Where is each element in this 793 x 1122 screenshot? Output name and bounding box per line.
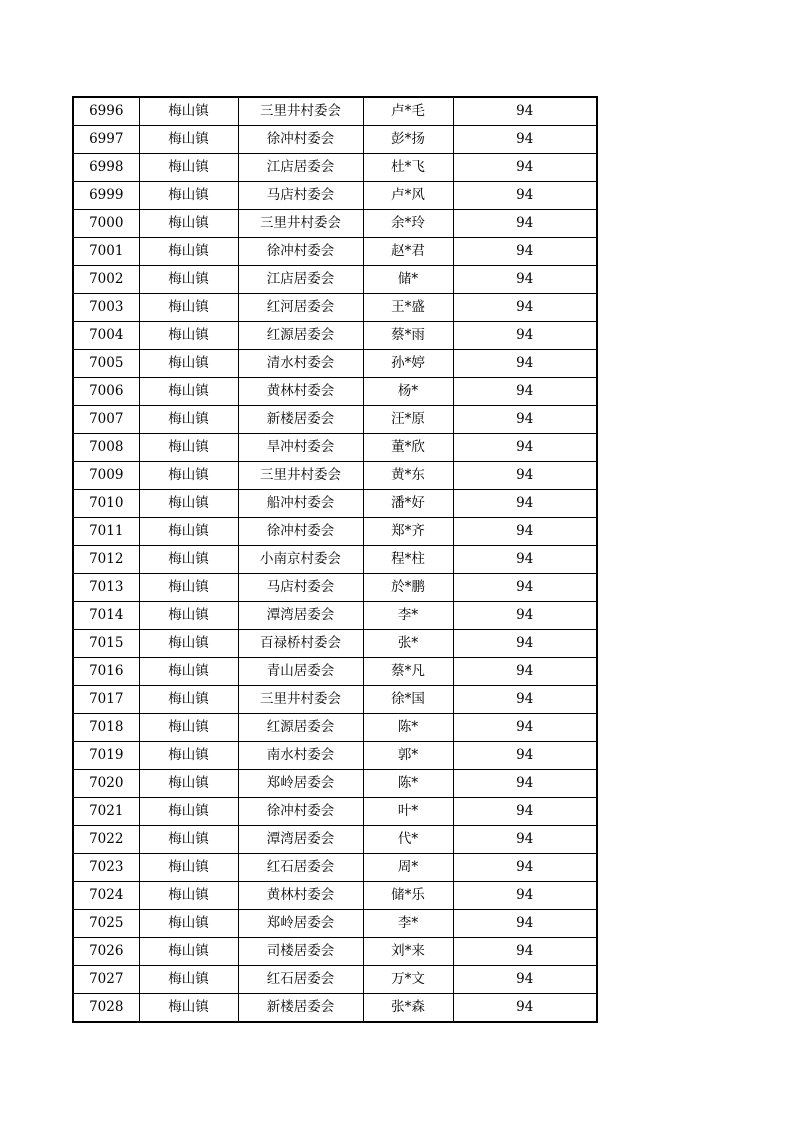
village-committee-cell: 潭湾居委会 xyxy=(238,602,363,630)
row-number-cell: 7010 xyxy=(73,490,139,518)
person-name-cell: 程*柱 xyxy=(363,546,453,574)
score-cell: 94 xyxy=(453,378,597,406)
person-name-cell: 卢*风 xyxy=(363,182,453,210)
table-row xyxy=(73,658,597,686)
table-row xyxy=(73,490,597,518)
town-cell: 梅山镇 xyxy=(139,238,238,266)
row-number-cell: 7019 xyxy=(73,742,139,770)
row-number-cell: 7022 xyxy=(73,826,139,854)
table-row xyxy=(73,994,597,1023)
row-number-cell: 7006 xyxy=(73,378,139,406)
town-cell: 梅山镇 xyxy=(139,97,238,126)
village-committee-cell: 三里井村委会 xyxy=(238,462,363,490)
village-committee-cell: 徐冲村委会 xyxy=(238,798,363,826)
table-row xyxy=(73,938,597,966)
village-committee-cell: 徐冲村委会 xyxy=(238,518,363,546)
person-name-cell: 张* xyxy=(363,630,453,658)
village-committee-cell: 徐冲村委会 xyxy=(238,238,363,266)
person-name-cell: 徐*国 xyxy=(363,686,453,714)
village-committee-cell: 红石居委会 xyxy=(238,854,363,882)
person-name-cell: 万*文 xyxy=(363,966,453,994)
score-cell: 94 xyxy=(453,630,597,658)
row-number-cell: 7015 xyxy=(73,630,139,658)
score-cell: 94 xyxy=(453,658,597,686)
row-number-cell: 6998 xyxy=(73,154,139,182)
person-name-cell: 杜*飞 xyxy=(363,154,453,182)
table-row xyxy=(73,350,597,378)
person-name-cell: 於*鹏 xyxy=(363,574,453,602)
table-row xyxy=(73,434,597,462)
score-cell: 94 xyxy=(453,742,597,770)
score-cell: 94 xyxy=(453,938,597,966)
table-row xyxy=(73,546,597,574)
table-row xyxy=(73,910,597,938)
person-name-cell: 周* xyxy=(363,854,453,882)
town-cell: 梅山镇 xyxy=(139,994,238,1023)
person-name-cell: 郭* xyxy=(363,742,453,770)
roster-table xyxy=(72,96,598,1023)
town-cell: 梅山镇 xyxy=(139,770,238,798)
row-number-cell: 7014 xyxy=(73,602,139,630)
village-committee-cell: 旱冲村委会 xyxy=(238,434,363,462)
town-cell: 梅山镇 xyxy=(139,630,238,658)
score-cell: 94 xyxy=(453,182,597,210)
table-row xyxy=(73,854,597,882)
village-committee-cell: 红源居委会 xyxy=(238,322,363,350)
row-number-cell: 7005 xyxy=(73,350,139,378)
row-number-cell: 7018 xyxy=(73,714,139,742)
village-committee-cell: 三里井村委会 xyxy=(238,97,363,126)
score-cell: 94 xyxy=(453,322,597,350)
town-cell: 梅山镇 xyxy=(139,434,238,462)
table-row xyxy=(73,742,597,770)
village-committee-cell: 南水村委会 xyxy=(238,742,363,770)
table-row xyxy=(73,966,597,994)
town-cell: 梅山镇 xyxy=(139,322,238,350)
roster-table-body xyxy=(73,97,597,1022)
person-name-cell: 刘*来 xyxy=(363,938,453,966)
person-name-cell: 储* xyxy=(363,266,453,294)
row-number-cell: 7021 xyxy=(73,798,139,826)
row-number-cell: 7024 xyxy=(73,882,139,910)
table-row xyxy=(73,602,597,630)
score-cell: 94 xyxy=(453,126,597,154)
score-cell: 94 xyxy=(453,602,597,630)
table-row xyxy=(73,686,597,714)
score-cell: 94 xyxy=(453,154,597,182)
table-row xyxy=(73,154,597,182)
score-cell: 94 xyxy=(453,266,597,294)
row-number-cell: 7009 xyxy=(73,462,139,490)
town-cell: 梅山镇 xyxy=(139,546,238,574)
row-number-cell: 6997 xyxy=(73,126,139,154)
score-cell: 94 xyxy=(453,994,597,1023)
score-cell: 94 xyxy=(453,910,597,938)
town-cell: 梅山镇 xyxy=(139,126,238,154)
row-number-cell: 7020 xyxy=(73,770,139,798)
village-committee-cell: 马店村委会 xyxy=(238,182,363,210)
village-committee-cell: 司楼居委会 xyxy=(238,938,363,966)
village-committee-cell: 新楼居委会 xyxy=(238,994,363,1023)
row-number-cell: 7011 xyxy=(73,518,139,546)
table-row xyxy=(73,322,597,350)
table-row xyxy=(73,126,597,154)
village-committee-cell: 红源居委会 xyxy=(238,714,363,742)
score-cell: 94 xyxy=(453,294,597,322)
table-row xyxy=(73,462,597,490)
village-committee-cell: 小南京村委会 xyxy=(238,546,363,574)
village-committee-cell: 新楼居委会 xyxy=(238,406,363,434)
town-cell: 梅山镇 xyxy=(139,966,238,994)
table-row xyxy=(73,518,597,546)
town-cell: 梅山镇 xyxy=(139,882,238,910)
score-cell: 94 xyxy=(453,490,597,518)
person-name-cell: 孙*婷 xyxy=(363,350,453,378)
score-cell: 94 xyxy=(453,686,597,714)
row-number-cell: 7013 xyxy=(73,574,139,602)
score-cell: 94 xyxy=(453,434,597,462)
table-row xyxy=(73,238,597,266)
score-cell: 94 xyxy=(453,574,597,602)
score-cell: 94 xyxy=(453,854,597,882)
row-number-cell: 7001 xyxy=(73,238,139,266)
person-name-cell: 张*森 xyxy=(363,994,453,1023)
village-committee-cell: 青山居委会 xyxy=(238,658,363,686)
row-number-cell: 7000 xyxy=(73,210,139,238)
score-cell: 94 xyxy=(453,462,597,490)
score-cell: 94 xyxy=(453,826,597,854)
village-committee-cell: 黄林村委会 xyxy=(238,882,363,910)
table-row xyxy=(73,406,597,434)
score-cell: 94 xyxy=(453,406,597,434)
person-name-cell: 余*玲 xyxy=(363,210,453,238)
score-cell: 94 xyxy=(453,97,597,126)
town-cell: 梅山镇 xyxy=(139,182,238,210)
table-row xyxy=(73,630,597,658)
row-number-cell: 7003 xyxy=(73,294,139,322)
village-committee-cell: 红河居委会 xyxy=(238,294,363,322)
person-name-cell: 杨* xyxy=(363,378,453,406)
table-row xyxy=(73,826,597,854)
person-name-cell: 王*盛 xyxy=(363,294,453,322)
village-committee-cell: 黄林村委会 xyxy=(238,378,363,406)
town-cell: 梅山镇 xyxy=(139,294,238,322)
town-cell: 梅山镇 xyxy=(139,406,238,434)
row-number-cell: 7026 xyxy=(73,938,139,966)
town-cell: 梅山镇 xyxy=(139,938,238,966)
town-cell: 梅山镇 xyxy=(139,798,238,826)
score-cell: 94 xyxy=(453,798,597,826)
row-number-cell: 7012 xyxy=(73,546,139,574)
town-cell: 梅山镇 xyxy=(139,714,238,742)
village-committee-cell: 马店村委会 xyxy=(238,574,363,602)
person-name-cell: 陈* xyxy=(363,770,453,798)
score-cell: 94 xyxy=(453,518,597,546)
village-committee-cell: 郑岭居委会 xyxy=(238,910,363,938)
row-number-cell: 7028 xyxy=(73,994,139,1023)
person-name-cell: 董*欣 xyxy=(363,434,453,462)
row-number-cell: 6999 xyxy=(73,182,139,210)
row-number-cell: 7027 xyxy=(73,966,139,994)
town-cell: 梅山镇 xyxy=(139,266,238,294)
town-cell: 梅山镇 xyxy=(139,826,238,854)
village-committee-cell: 潭湾居委会 xyxy=(238,826,363,854)
town-cell: 梅山镇 xyxy=(139,462,238,490)
table-row xyxy=(73,714,597,742)
town-cell: 梅山镇 xyxy=(139,378,238,406)
row-number-cell: 7002 xyxy=(73,266,139,294)
table-row xyxy=(73,882,597,910)
person-name-cell: 汪*原 xyxy=(363,406,453,434)
table-row xyxy=(73,294,597,322)
person-name-cell: 蔡*雨 xyxy=(363,322,453,350)
village-committee-cell: 徐冲村委会 xyxy=(238,126,363,154)
town-cell: 梅山镇 xyxy=(139,574,238,602)
table-row xyxy=(73,210,597,238)
person-name-cell: 储*乐 xyxy=(363,882,453,910)
town-cell: 梅山镇 xyxy=(139,518,238,546)
row-number-cell: 7017 xyxy=(73,686,139,714)
row-number-cell: 6996 xyxy=(73,97,139,126)
table-row xyxy=(73,378,597,406)
row-number-cell: 7007 xyxy=(73,406,139,434)
town-cell: 梅山镇 xyxy=(139,854,238,882)
score-cell: 94 xyxy=(453,350,597,378)
table-row xyxy=(73,182,597,210)
person-name-cell: 彭*扬 xyxy=(363,126,453,154)
person-name-cell: 李* xyxy=(363,602,453,630)
table-row xyxy=(73,798,597,826)
village-committee-cell: 江店居委会 xyxy=(238,266,363,294)
town-cell: 梅山镇 xyxy=(139,210,238,238)
row-number-cell: 7016 xyxy=(73,658,139,686)
row-number-cell: 7008 xyxy=(73,434,139,462)
village-committee-cell: 三里井村委会 xyxy=(238,686,363,714)
town-cell: 梅山镇 xyxy=(139,742,238,770)
score-cell: 94 xyxy=(453,966,597,994)
person-name-cell: 蔡*凡 xyxy=(363,658,453,686)
score-cell: 94 xyxy=(453,546,597,574)
town-cell: 梅山镇 xyxy=(139,602,238,630)
person-name-cell: 卢*毛 xyxy=(363,97,453,126)
row-number-cell: 7025 xyxy=(73,910,139,938)
village-committee-cell: 百禄桥村委会 xyxy=(238,630,363,658)
person-name-cell: 赵*君 xyxy=(363,238,453,266)
row-number-cell: 7004 xyxy=(73,322,139,350)
village-committee-cell: 清水村委会 xyxy=(238,350,363,378)
score-cell: 94 xyxy=(453,238,597,266)
table-row xyxy=(73,770,597,798)
town-cell: 梅山镇 xyxy=(139,350,238,378)
person-name-cell: 叶* xyxy=(363,798,453,826)
table-row xyxy=(73,574,597,602)
village-committee-cell: 船冲村委会 xyxy=(238,490,363,518)
person-name-cell: 代* xyxy=(363,826,453,854)
town-cell: 梅山镇 xyxy=(139,910,238,938)
score-cell: 94 xyxy=(453,210,597,238)
town-cell: 梅山镇 xyxy=(139,154,238,182)
town-cell: 梅山镇 xyxy=(139,686,238,714)
town-cell: 梅山镇 xyxy=(139,490,238,518)
village-committee-cell: 红石居委会 xyxy=(238,966,363,994)
village-committee-cell: 郑岭居委会 xyxy=(238,770,363,798)
person-name-cell: 李* xyxy=(363,910,453,938)
person-name-cell: 郑*齐 xyxy=(363,518,453,546)
person-name-cell: 潘*好 xyxy=(363,490,453,518)
score-cell: 94 xyxy=(453,882,597,910)
score-cell: 94 xyxy=(453,770,597,798)
table-row xyxy=(73,97,597,126)
person-name-cell: 陈* xyxy=(363,714,453,742)
village-committee-cell: 江店居委会 xyxy=(238,154,363,182)
score-cell: 94 xyxy=(453,714,597,742)
person-name-cell: 黄*东 xyxy=(363,462,453,490)
row-number-cell: 7023 xyxy=(73,854,139,882)
village-committee-cell: 三里井村委会 xyxy=(238,210,363,238)
town-cell: 梅山镇 xyxy=(139,658,238,686)
table-row xyxy=(73,266,597,294)
